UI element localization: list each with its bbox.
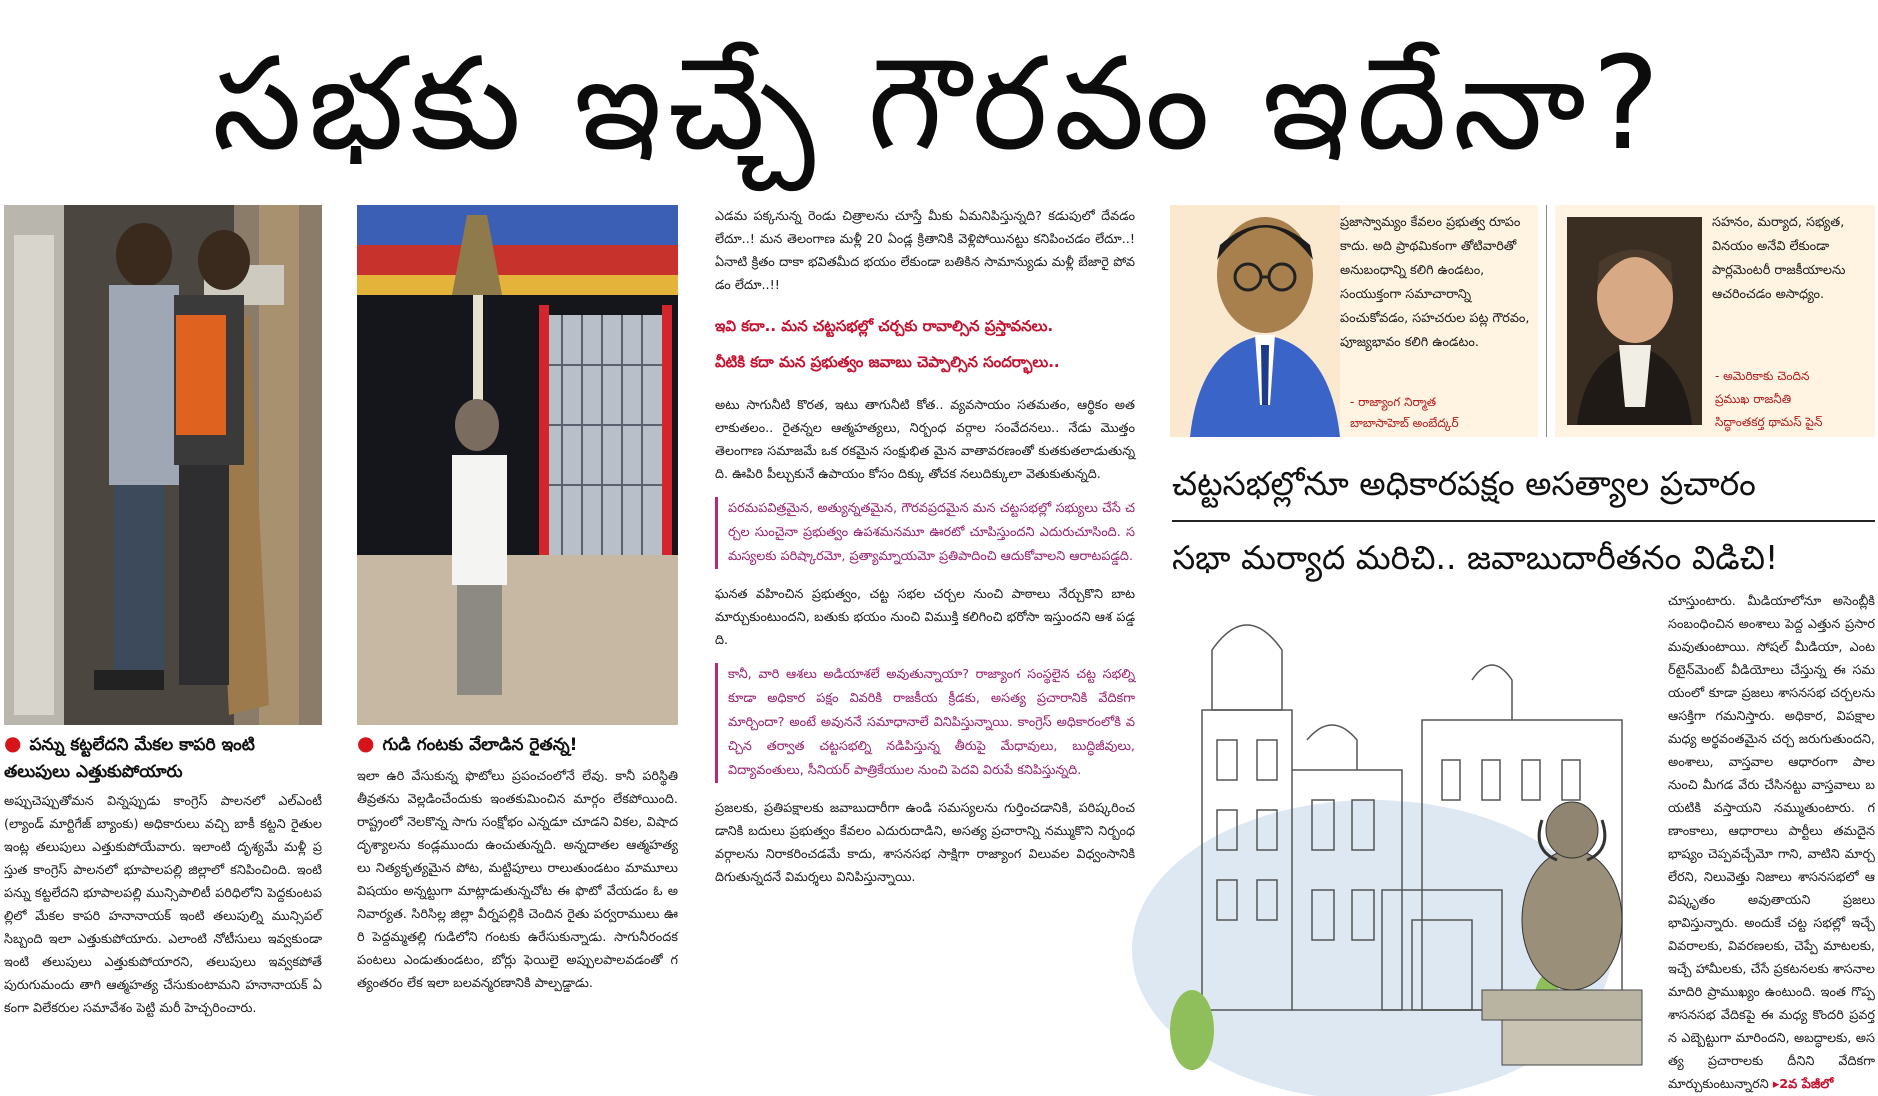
right-story-col2: చూస్తుంటారు. మీడియాలోనూ అసెంబ్లీకి సంబంధించిన అంశాలు పెద్ద ఎత్తున ప్రసారమవుతుంటాయి. సోషల్ మీడియా, ఎంటర్‌టైన్‌మెంట్ వీడియోలు చేస్తున్న ఈ సమయంలో కూడా ప్రజలు శాసనసభ చర్చలను ఆసక్తిగా గమనిస్తారు. అధికార, విపక్షాల మధ్య అర్థవంతమైన చర్చ జరుగుతుందని, అంశాలు, వాస్తవాల ఆధారంగా పాల నుంచి మీగడ వేరు చేసినట్టు వాస్తవాలు బయటికి వస్తాయని నమ్ముతుంటారు. గణాంకాలు, ఆధారాలు పార్టీలు తమదైన భాష్యం చెప్పవచ్చేమో గాని, వాటిని మార్చలేరని, నిలువెత్తు నిజాలు శాసనసభలో ఆవిష్కృతం అవుతాయని ప్రజలు భావిస్తున్నారు. అందుకే చట్ట సభల్లో ఇచ్చే వివరాలకు, వివరణలకు, చెప్పే మాటలకు, ఇచ్చే హామీలకు, చేసే ప్రకటనలకు శాసనాల మాదిరి ప్రాముఖ్యం ఉంటుంది. ఇంత గొప్ప శాసనసభ వేదికపై ఈ మధ్య కొందరి ప్రవర్తన ఎబ్బెట్టుగా మారిందని, అబద్ధాలకు, అసత్య ప్రచారాలకు దీనిని వేదికగా మార్చుకుంటున్నారని ▸2వ పేజీలో — [1668, 594, 1875, 1092]
ambedkar-quote-text: ప్రజాస్వామ్యం కేవలం ప్రభుత్వ రూపం కాదు. అది ప్రాథమికంగా తోటివారితో అనుబంధాన్ని కలిగి ఉండటం, సంయుక్తంగా సమాచారాన్ని పంచుకోవడం, సహచరుల పట్ల గౌరవం, పూజ్యభావం కలిగి ఉండటం. — [1340, 215, 1530, 350]
assembly-illustration — [1172, 590, 1662, 1072]
continued-page-ref: ▸2వ పేజీలో — [1772, 1077, 1834, 1092]
bio-divider — [1546, 205, 1547, 437]
paine-portrait — [1567, 217, 1702, 425]
center-para-3: ప్రజలకు, ప్రతిపక్షాలకు జవాబుదారీగా ఉండి సమస్యలను గుర్తించడానికి, పరిష్కరించడానికి బదులు ప్రభుత్వం కేవలం ఎదురుదాడిని, అసత్య ప్రచారాన్ని నమ్ముకొని నిర్బంధ వర్గాలను నిరాకరించడమే కాదు, శాసనసభ సాక్షిగా రాజ్యాంగ విలువల విధ్వంసానికి దిగుతున్నదనే విమర్శలు వినిపిస్తున్నాయి. — [715, 801, 1135, 885]
photo-temple-bell — [357, 205, 678, 725]
center-quote-1: పరమపవిత్రమైన, అత్యున్నతమైన, గౌరవప్రదమైన మన చట్టసభల్లో సభ్యులు చేసే చర్చల సుంచైనా ప్రభుత్వం ఉపశమనమూ ఊరటో చూపిస్తుందని ఎదురుచూసింది. సమస్యలకు పరిష్కారమో, ప్రత్యామ్నాయమో ప్రతిపాదించి ఆదుకోవాలని ఆరాటపడ్డది. — [715, 497, 1135, 569]
ambedkar-quote-box — [1170, 205, 1538, 437]
center-column — [715, 205, 1135, 1071]
paine-attr-3: సిద్ధాంతకర్త థామస్ పైన్ — [1715, 415, 1823, 429]
photo-men-removing-door — [4, 205, 322, 725]
story1-body: అప్పుచెప్పుతోమన విన్నప్పుడు కాంగ్రెస్ పాలనలో ఎల్ఎంటీ (ల్యాండ్ మార్టిగేజ్ బ్యాంకు) అధికారులు వచ్చి బాకీ కట్టని రైతుల ఇంట్ల తలుపులు ఎత్తుకుపోయేవారు. ఇలాంటి దృశ్యమే మళ్లీ ప్రస్తుత కాంగ్రెస్ పాలనలో భూపాలపల్లి జిల్లాలో కనిపించింది. ఇంటి పన్ను కట్టలేదని భూపాలపల్లి మున్సిపాలిటీ పరిధిలోని పెద్దకుంటపల్లిలో మేకల కాపరి హనానాయక్ ఇంటి తలుపుల్ని మున్సిపల్ సిబ్బంది ఇలా ఎత్తుకుపోయారు. ఎలాంటి నోటీసులు ఇవ్వకుండా ఇంటి తలుపులు ఎత్తుకుపోయారని, తలుపులు ఇవ్వకపోతే పురుగుమందు తాగి ఆత్మహత్య చేసుకుంటామని హనానాయక్ ఏకంగా విలేకరుల సమావేశం పెట్టి మరీ హెచ్చరించారు. — [4, 794, 322, 1016]
headline: సభకు ఇచ్చే గౌరవం ఇదేనా? — [212, 30, 1666, 179]
story2-body: ఇలా ఉరి వేసుకున్న ఫొటోలు ప్రపంచంలోనే లేవు. కానీ పరిస్థితి తీవ్రతను వెల్లడించేందుకు ఇంతకుమించిన మార్గం లేకపోయింది. రాష్ట్రంలో నెలకొన్న సాగు సంక్షోభం ఎన్నడూ చూడని వికల, విషాద దృశ్యాలను కండ్లముందు ఉంచుతున్నది. అన్నదాతల ఆత్మహత్యలు నిత్యకృత్యమైన పోట, మట్టిపూలు రాలుతుండటం మామూలు విషయం అన్నట్టుగా మాట్లాడుతున్నచోట ఈ ఫొటో వేయడం ఓ అనివార్యత. సిరిసిల్ల జిల్లా వీర్నపల్లికి చెందిన రైతు పర్వరాములు ఊరి పెద్దమ్మతల్లి గుడిలోని గంటకు ఉరేసుకున్నాడు. సాగునీరందక పంటలు ఎండుతుండటం, బోర్లు ఫెయిలై అప్పులపాలవడంతో గత్యంతరం లేక ఇలా బలవన్మరణానికి పాల్పడ్డాడు. — [357, 769, 678, 991]
bullet-dot-icon: ● — [4, 731, 22, 755]
subhead-2: సభా మర్యాద మరిచి.. జవాబుదారీతనం విడిచి! — [1172, 538, 1779, 577]
ambedkar-portrait — [1170, 205, 1340, 437]
subhead-1: చట్టసభల్లోనూ అధికారపక్షం అసత్యాల ప్రచారం — [1172, 464, 1756, 503]
center-quote-2: కానీ, వారి ఆశలు అడియాశలే అవుతున్నాయా? రాజ్యాంగ సంస్థలైన చట్ట సభల్ని కూడా అధికార పక్షం వివరికి రాజకీయ క్రీడకు, అసత్య ప్రచారానికి వేదికగా మార్చిందా? అంటే అవుననే సమాధానాలే వినిపిస్తున్నాయి. కాంగ్రెస్ అధికారంలోకి వచ్చిన తర్వాత చట్టసభల్ని నడిపిస్తున్న తీరుపై మేధావులు, బుద్ధిజీవులు, విద్యావంతులు, సీనియర్ పాత్రికేయుల నుంచి పెదవి విరుపే కనిపిస్తున్నది. — [715, 663, 1135, 783]
caption-story1: ● పన్ను కట్టలేదని మేకల కాపరి ఇంటి తలుపులు ఎత్తుకుపోయారు — [4, 731, 255, 782]
center-para-1: అటు సాగునీటి కొరత, ఇటు తాగునీటి కోత.. వ్యవసాయం సతమతం, ఆర్థికం అతలాకుతలం.. రైతన్నల ఆత్మహత్యలు, నిర్బంధ వర్గాల సంవేదనలు.. నేడు మొత్తం తెలంగాణ సమాజమే ఒక రకమైన సంక్షుభిత మైన వాతావరణంతో కుతకుతలాడుతున్నది. ఊపిరి పీల్చుకునే ఉపాయం కోసం దిక్కు తోచక నలుదిక్కులా వెతుకుతున్నది. — [715, 398, 1135, 482]
center-para-2: ఘనత వహించిన ప్రభుత్వం, చట్ట సభల చర్చల నుంచి పాఠాలు నేర్చుకొని బాట మార్చుకుంటుందని, బతుకు భయం నుంచి విముక్తి కలిగించి భరోసా ఇస్తుందని ఆశ పడ్డది. — [715, 587, 1135, 648]
paine-quote-box — [1555, 205, 1875, 437]
center-red-lead-2: వీటికి కదా మన ప్రభుత్వం జవాబు చెప్పాల్సిన సందర్భాలు.. — [715, 353, 1060, 371]
center-red-lead-1: ఇవి కదా.. మన చట్టసభల్లో చర్చకు రావాల్సిన ప్రస్తావనలు. — [715, 317, 1054, 335]
paine-attr-1: - అమెరికాకు చెందిన — [1715, 369, 1810, 383]
center-intro: ఎడమ పక్కనున్న రెండు చిత్రాలను చూస్తే మీకు ఏమనిపిస్తున్నది? కడుపులో దేవడం లేదూ..! మన తెలంగాణ మళ్లీ 20 ఏండ్ల క్రితానికి వెళ్లిపోయినట్టు కనిపించడం లేదూ..! ఏనాటి క్రితం దాకా భవితమీద భయం లేకుండా బతికిన సామాన్యుడు మళ్లీ బేజారై పోవడం లేదూ..!! — [715, 209, 1135, 293]
paine-attr-2: ప్రముఖ రాజనీతి — [1715, 392, 1792, 406]
caption-story2: ● గుడి గంటకు వేలాడిన రైతన్న! — [357, 731, 578, 755]
subhead-divider — [1172, 520, 1875, 522]
ambedkar-attr-role: - రాజ్యాంగ నిర్మాత — [1350, 395, 1437, 409]
bullet-dot-icon: ● — [357, 731, 375, 755]
paine-quote-text: సహనం, మర్యాద, సభ్యత, వినయం అనేవి లేకుండా పార్లమెంటరీ రాజకీయాలను ఆచరించడం అసాధ్యం. — [1712, 215, 1846, 302]
ambedkar-attr-name: బాబాసాహెబ్ అంబేద్కర్ — [1350, 416, 1459, 430]
